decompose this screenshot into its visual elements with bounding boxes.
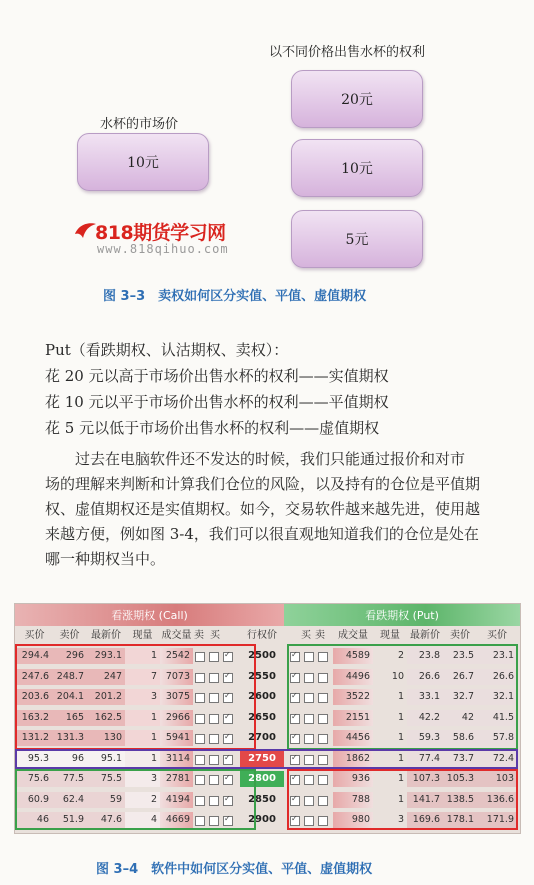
paragraph-line: 过去在电脑软件还不发达的时候，我们只能通过报价和对市 <box>75 450 466 468</box>
call-cell: 3075 <box>160 689 193 705</box>
column-header: 卖价 <box>59 630 80 641</box>
call-cell: 203.6 <box>17 689 52 705</box>
call-cell: 51.9 <box>52 812 87 828</box>
put-cell: 3 <box>397 814 404 825</box>
call-cell: 1 <box>125 648 160 664</box>
call-cell: 3 <box>125 771 160 787</box>
text-line-otm: 花 5 元以低于市场价出售水杯的权利——虚值期权 <box>45 419 380 437</box>
put-cell: 103 <box>477 771 517 787</box>
column-header: 最新价 <box>91 630 121 641</box>
bird-logo-icon <box>73 220 97 242</box>
paragraph-line: 权、虚值期权还是实值期权。如今，交易软件越来越先进，使用越 <box>45 500 481 518</box>
call-cell: 248.7 <box>52 669 87 685</box>
put-cell: 178.1 <box>443 812 477 828</box>
put-cell: 57.8 <box>477 730 517 746</box>
call-cell: 75.6 <box>17 771 52 787</box>
put-cell: 788 <box>333 792 373 808</box>
put-cell: 169.6 <box>407 812 443 828</box>
column-header: 最新价 <box>410 630 440 641</box>
column-header: 买 <box>301 630 311 641</box>
watermark-url: www.818qihuo.com <box>97 242 229 256</box>
figure-3-3-caption: 图 3–3 卖权如何区分实值、平值、虚值期权 <box>103 289 367 304</box>
call-cell: 2966 <box>160 710 193 726</box>
put-cell: 2151 <box>333 710 373 726</box>
put-cell: 26.7 <box>443 669 477 685</box>
put-cell: 26.6 <box>407 669 443 685</box>
call-cell: 96 <box>52 751 87 767</box>
put-cell: 42 <box>443 710 477 726</box>
put-cell: 32.7 <box>443 689 477 705</box>
call-cell: 60.9 <box>17 792 52 808</box>
put-cell: 23.1 <box>477 648 517 664</box>
call-otm-frame <box>15 769 256 830</box>
column-header: 卖 <box>194 630 204 641</box>
call-cell: 3 <box>125 689 160 705</box>
strike-price: 2800 <box>240 771 284 787</box>
left-label: 水杯的市场价 <box>100 117 179 132</box>
put-cell: 107.3 <box>407 771 443 787</box>
put-cell: 136.6 <box>477 792 517 808</box>
put-cell: 1862 <box>333 751 373 767</box>
put-itm-frame <box>287 769 518 830</box>
call-cell: 1 <box>125 730 160 746</box>
watermark-main-text: 818期货学习网 <box>95 222 226 244</box>
column-header: 成交量 <box>338 630 368 641</box>
call-itm-frame <box>15 644 256 750</box>
call-cell: 62.4 <box>52 792 87 808</box>
put-cell: 4456 <box>333 730 373 746</box>
right-label: 以不同价格出售水杯的权利 <box>269 45 426 60</box>
put-cell: 42.2 <box>407 710 443 726</box>
call-header: 看涨期权 (Call) <box>15 604 284 626</box>
call-cell: 46 <box>17 812 52 828</box>
put-cell: 4496 <box>333 669 373 685</box>
put-cell: 1 <box>397 793 404 805</box>
paragraph-line: 哪一种期权当中。 <box>45 550 166 568</box>
put-cell: 2 <box>397 650 404 661</box>
call-cell: 5941 <box>160 730 193 746</box>
call-cell: 95.1 <box>87 751 125 767</box>
put-cell: 1 <box>397 752 404 764</box>
call-cell: 130 <box>87 730 125 746</box>
market-price-box: 10元 <box>77 133 209 191</box>
call-cell: 2 <box>125 792 160 808</box>
put-cell: 1 <box>397 732 404 743</box>
call-cell: 1 <box>125 710 160 726</box>
put-cell: 1 <box>397 711 404 723</box>
call-cell: 4669 <box>160 812 193 828</box>
call-cell: 201.2 <box>87 689 125 705</box>
call-cell: 162.5 <box>87 710 125 726</box>
column-header: 行权价 <box>247 630 277 641</box>
column-header: 卖价 <box>450 630 470 641</box>
site-watermark <box>73 218 243 260</box>
strike-price: 2700 <box>248 732 276 743</box>
call-cell: 1 <box>125 751 160 767</box>
call-cell: 59 <box>87 792 125 808</box>
put-cell: 4589 <box>333 648 373 664</box>
strike-price: 2850 <box>248 793 276 805</box>
column-header: 卖 <box>315 630 325 641</box>
put-cell: 77.4 <box>407 751 443 767</box>
call-cell: 2542 <box>160 648 193 664</box>
put-cell: 3522 <box>333 689 373 705</box>
put-cell: 32.1 <box>477 689 517 705</box>
column-header: 买价 <box>487 630 507 641</box>
call-cell: 75.5 <box>87 771 125 787</box>
call-cell: 4194 <box>160 792 193 808</box>
call-cell: 131.2 <box>17 730 52 746</box>
price-box-5: 5元 <box>291 210 423 268</box>
put-cell: 138.5 <box>443 792 477 808</box>
put-cell: 23.8 <box>407 648 443 664</box>
call-cell: 2781 <box>160 771 193 787</box>
column-header: 成交量 <box>161 630 192 641</box>
paragraph-line: 场的理解来判断和计算我们仓位的风险，以及持有的仓位是平值期 <box>45 475 481 493</box>
put-header: 看跌期权 (Put) <box>284 604 520 626</box>
call-cell: 3114 <box>160 751 193 767</box>
strike-price: 2500 <box>248 650 276 661</box>
call-cell: 131.3 <box>52 730 87 746</box>
call-cell: 293.1 <box>87 648 125 664</box>
call-cell: 77.5 <box>52 771 87 787</box>
put-cell: 141.7 <box>407 792 443 808</box>
column-header: 买价 <box>24 630 45 641</box>
call-cell: 247 <box>87 669 125 685</box>
call-cell: 7073 <box>160 669 193 685</box>
put-cell: 936 <box>333 771 373 787</box>
put-cell: 23.5 <box>443 648 477 664</box>
call-cell: 163.2 <box>17 710 52 726</box>
text-line-itm: 花 20 元以高于市场价出售水杯的权利——实值期权 <box>45 367 389 385</box>
call-cell: 204.1 <box>52 689 87 705</box>
put-cell: 73.7 <box>443 751 477 767</box>
column-header: 现量 <box>380 630 400 641</box>
text-line-atm: 花 10 元以平于市场价出售水杯的权利——平值期权 <box>45 393 389 411</box>
strike-price: 2550 <box>248 670 276 682</box>
put-cell: 10 <box>391 670 404 682</box>
call-cell: 165 <box>52 710 87 726</box>
put-cell: 1 <box>397 773 404 784</box>
figure-3-4-caption: 图 3–4 软件中如何区分实值、平值、虚值期权 <box>96 862 373 877</box>
price-box-10: 10元 <box>291 139 423 197</box>
column-header: 现量 <box>132 630 153 641</box>
strike-price: 2750 <box>240 751 284 767</box>
call-cell: 95.3 <box>17 751 52 767</box>
put-cell: 1 <box>397 691 404 702</box>
strike-price: 2600 <box>248 691 276 702</box>
put-cell: 171.9 <box>477 812 517 828</box>
put-cell: 980 <box>333 812 373 828</box>
option-chain-table <box>14 603 521 834</box>
put-cell: 58.6 <box>443 730 477 746</box>
call-cell: 296 <box>52 648 87 664</box>
call-cell: 247.6 <box>17 669 52 685</box>
column-header: 买 <box>210 630 220 641</box>
put-cell: 33.1 <box>407 689 443 705</box>
call-cell: 294.4 <box>17 648 52 664</box>
put-cell: 72.4 <box>477 751 517 767</box>
price-box-20: 20元 <box>291 70 423 128</box>
strike-price: 2900 <box>248 814 276 825</box>
strike-price: 2650 <box>248 711 276 723</box>
call-cell: 7 <box>125 669 160 685</box>
put-cell: 105.3 <box>443 771 477 787</box>
put-cell: 59.3 <box>407 730 443 746</box>
call-cell: 47.6 <box>87 812 125 828</box>
put-cell: 26.6 <box>477 669 517 685</box>
put-heading: Put（看跌期权、认沽期权、卖权）： <box>45 341 289 359</box>
paragraph-line: 来越方便，例如图 3-4，我们可以很直观地知道我们的仓位是处在 <box>45 525 479 543</box>
put-cell: 41.5 <box>477 710 517 726</box>
call-cell: 4 <box>125 812 160 828</box>
put-otm-frame <box>287 644 518 750</box>
atm-frame <box>15 749 518 769</box>
